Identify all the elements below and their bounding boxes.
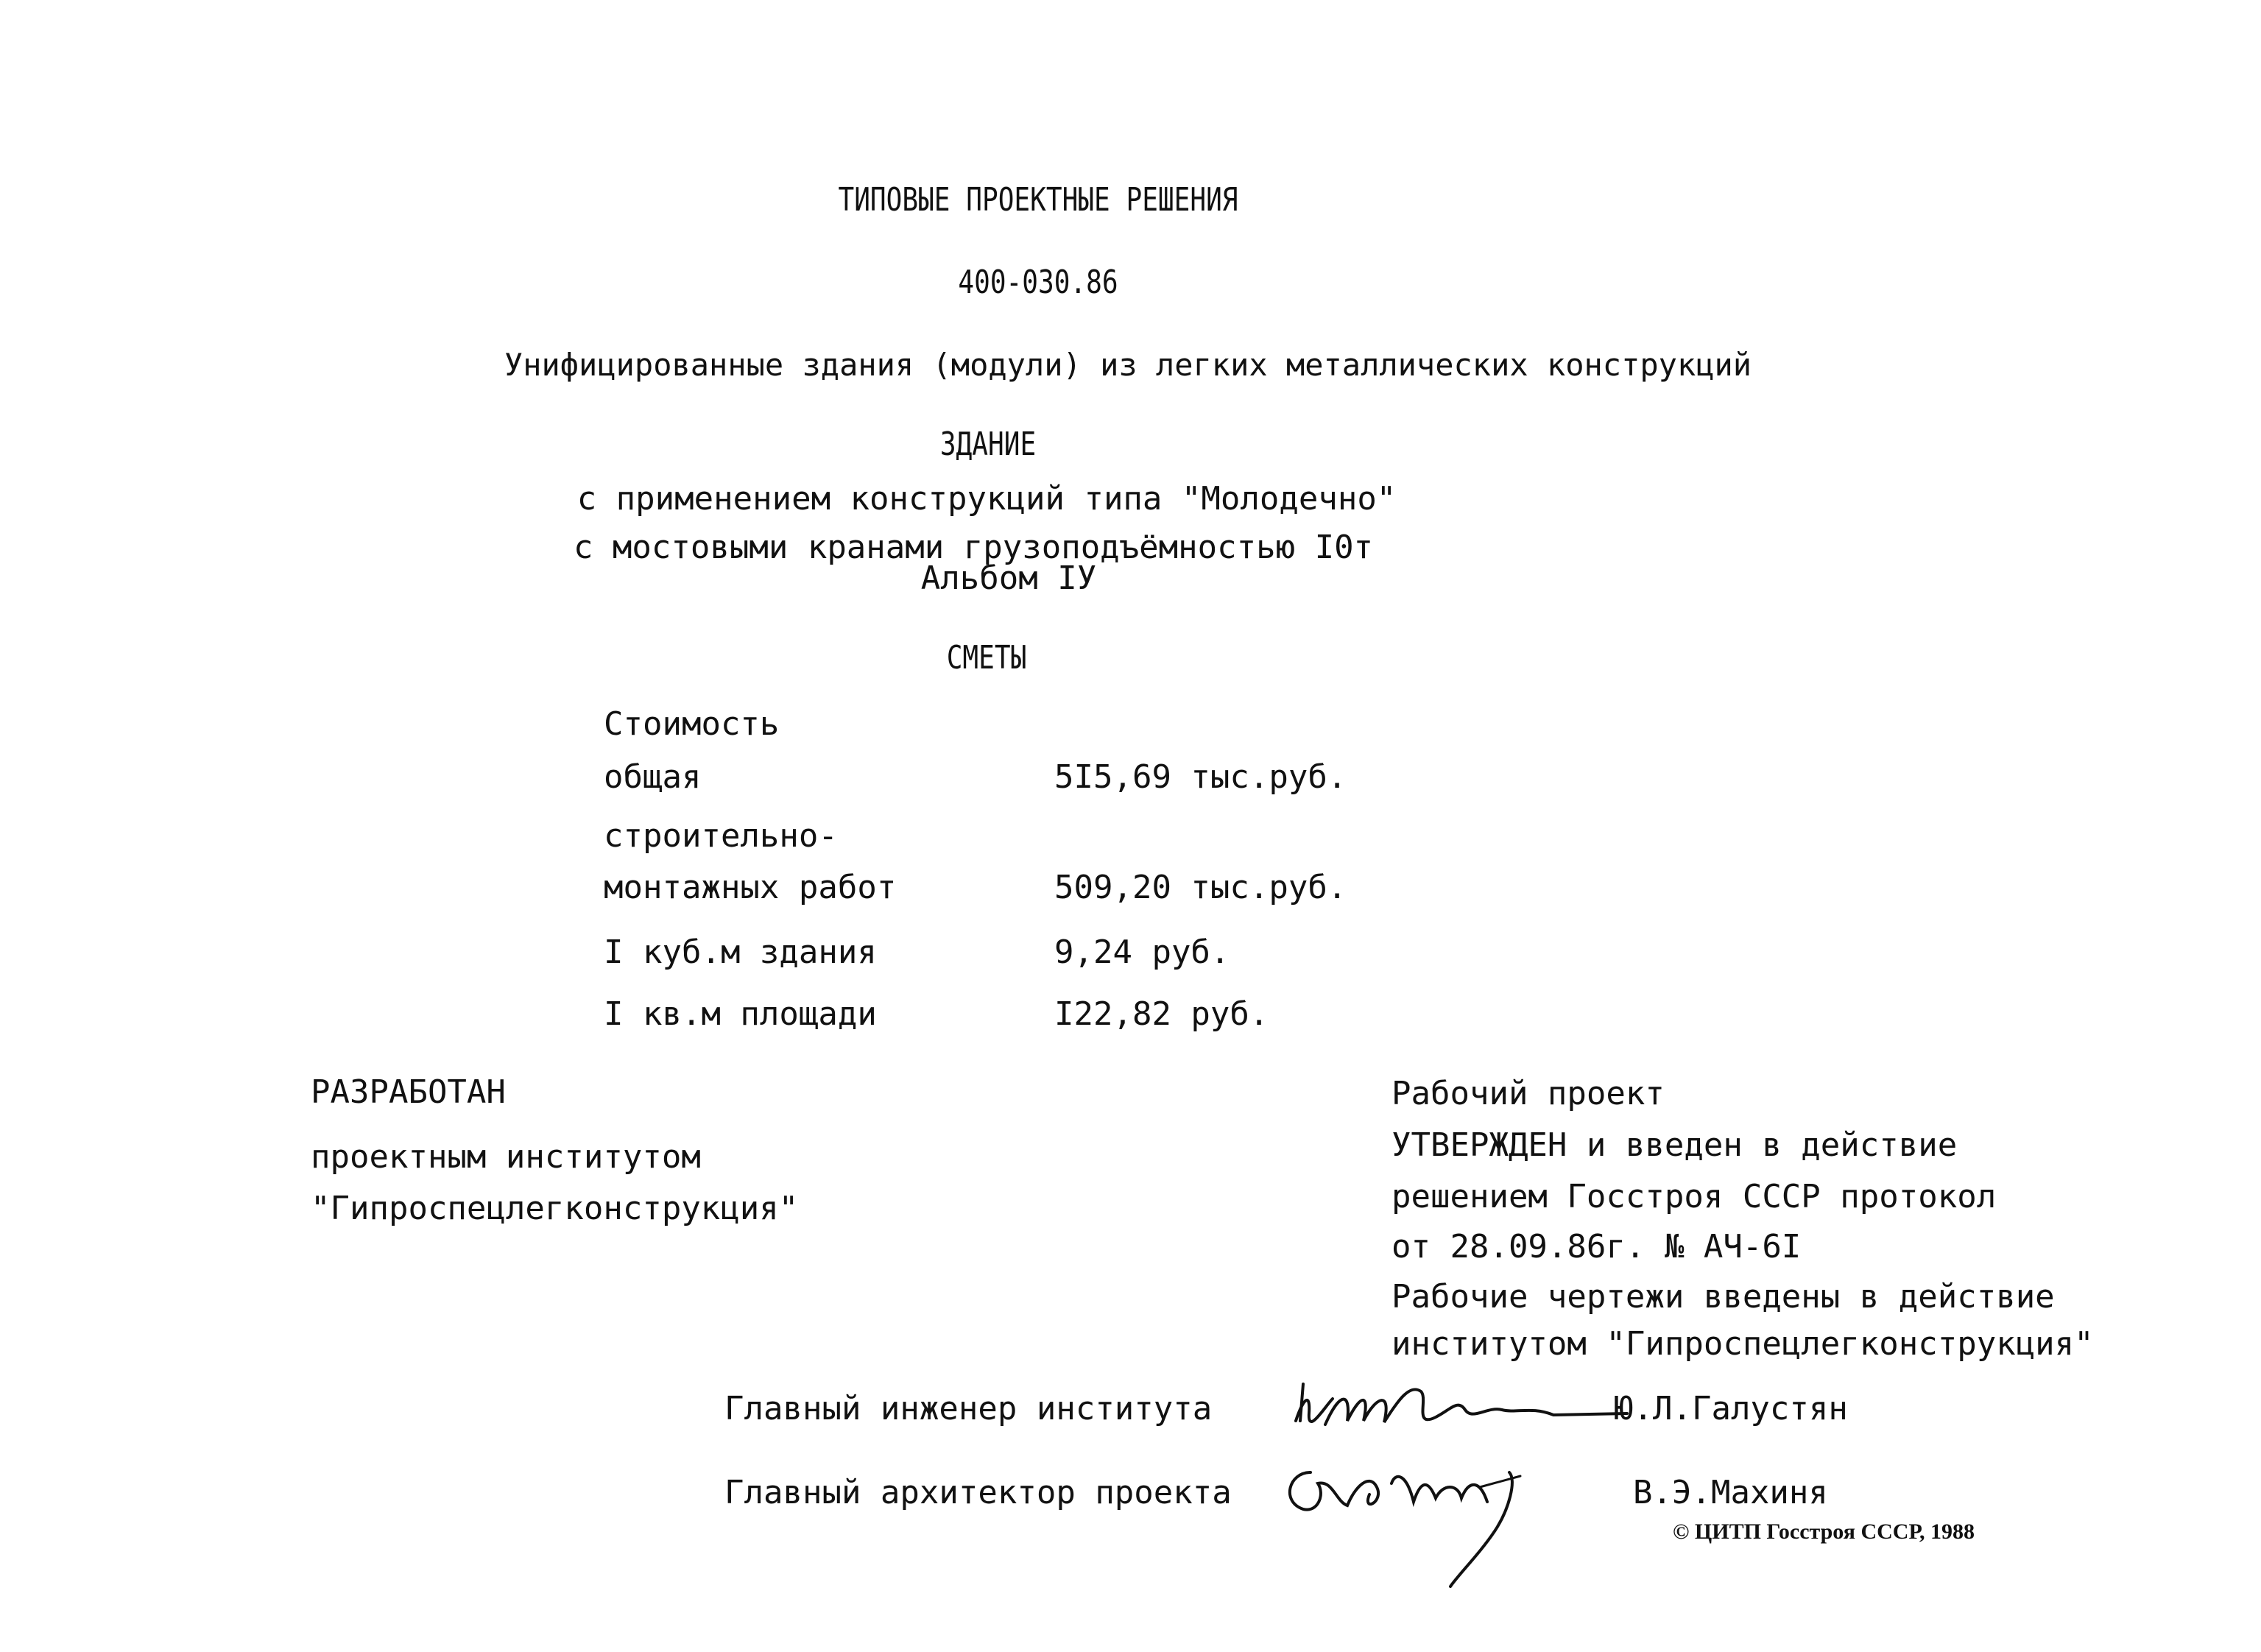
- handwritten-signature-icon: [1281, 1369, 1634, 1450]
- approval-line-5: Рабочие чертежи введены в действие: [1391, 1278, 2055, 1316]
- handwritten-signature-icon: [1266, 1443, 1561, 1590]
- building-line-1: с применением конструкций типа "Молодечно": [576, 480, 1397, 518]
- cost-value: 9,24 руб.: [1054, 933, 1230, 971]
- cost-label: монтажных работ: [604, 869, 897, 906]
- document-code: 400-030.86: [958, 264, 1118, 301]
- signature-name: В.Э.Махиня: [1633, 1474, 1828, 1511]
- document-subtitle: Унифицированные здания (модули) из легких металлических конструкций: [504, 347, 1752, 383]
- signature-name: Ю.Л.Галустян: [1614, 1390, 1848, 1427]
- copyright-notice: © ЦИТП Госстроя СССР, 1988: [1673, 1519, 1975, 1544]
- signature-role: Главный инженер института: [724, 1390, 1213, 1427]
- cost-heading: Стоимость: [604, 705, 780, 743]
- cost-value: I22,82 руб.: [1054, 995, 1269, 1033]
- approval-line-4: от 28.09.86г. № АЧ-6I: [1391, 1228, 1802, 1266]
- building-line-2: с мостовыми кранами грузоподъёмностью I0т: [573, 529, 1374, 566]
- cost-label: I куб.м здания: [604, 933, 877, 971]
- cost-label: I кв.м площади: [604, 995, 877, 1033]
- series-title: ТИПОВЫЕ ПРОЕКТНЫЕ РЕШЕНИЯ: [838, 181, 1238, 219]
- cost-label: общая: [604, 758, 702, 796]
- approval-line-3: решением Госстроя СССР протокол: [1391, 1178, 1997, 1215]
- developed-line-2: "Гипроспецлегконструкция": [311, 1190, 799, 1227]
- developed-heading: РАЗРАБОТАН: [311, 1073, 506, 1111]
- cost-label: строительно-: [604, 817, 838, 855]
- signature-role: Главный архитектор проекта: [724, 1474, 1232, 1511]
- album-label: Альбом IУ: [920, 560, 1097, 597]
- approval-line-6: институтом "Гипроспецлегконструкция": [1391, 1325, 2094, 1363]
- developed-line-1: проектным институтом: [311, 1138, 701, 1176]
- cost-value: 509,20 тыс.руб.: [1054, 869, 1347, 906]
- cost-value: 5I5,69 тыс.руб.: [1054, 758, 1347, 796]
- approval-line-1: Рабочий проект: [1391, 1075, 1665, 1112]
- section-heading: СМЕТЫ: [946, 639, 1027, 677]
- approval-line-2: УТВЕРЖДЕН и введен в действие: [1391, 1126, 1958, 1164]
- building-heading: ЗДАНИЕ: [939, 426, 1037, 463]
